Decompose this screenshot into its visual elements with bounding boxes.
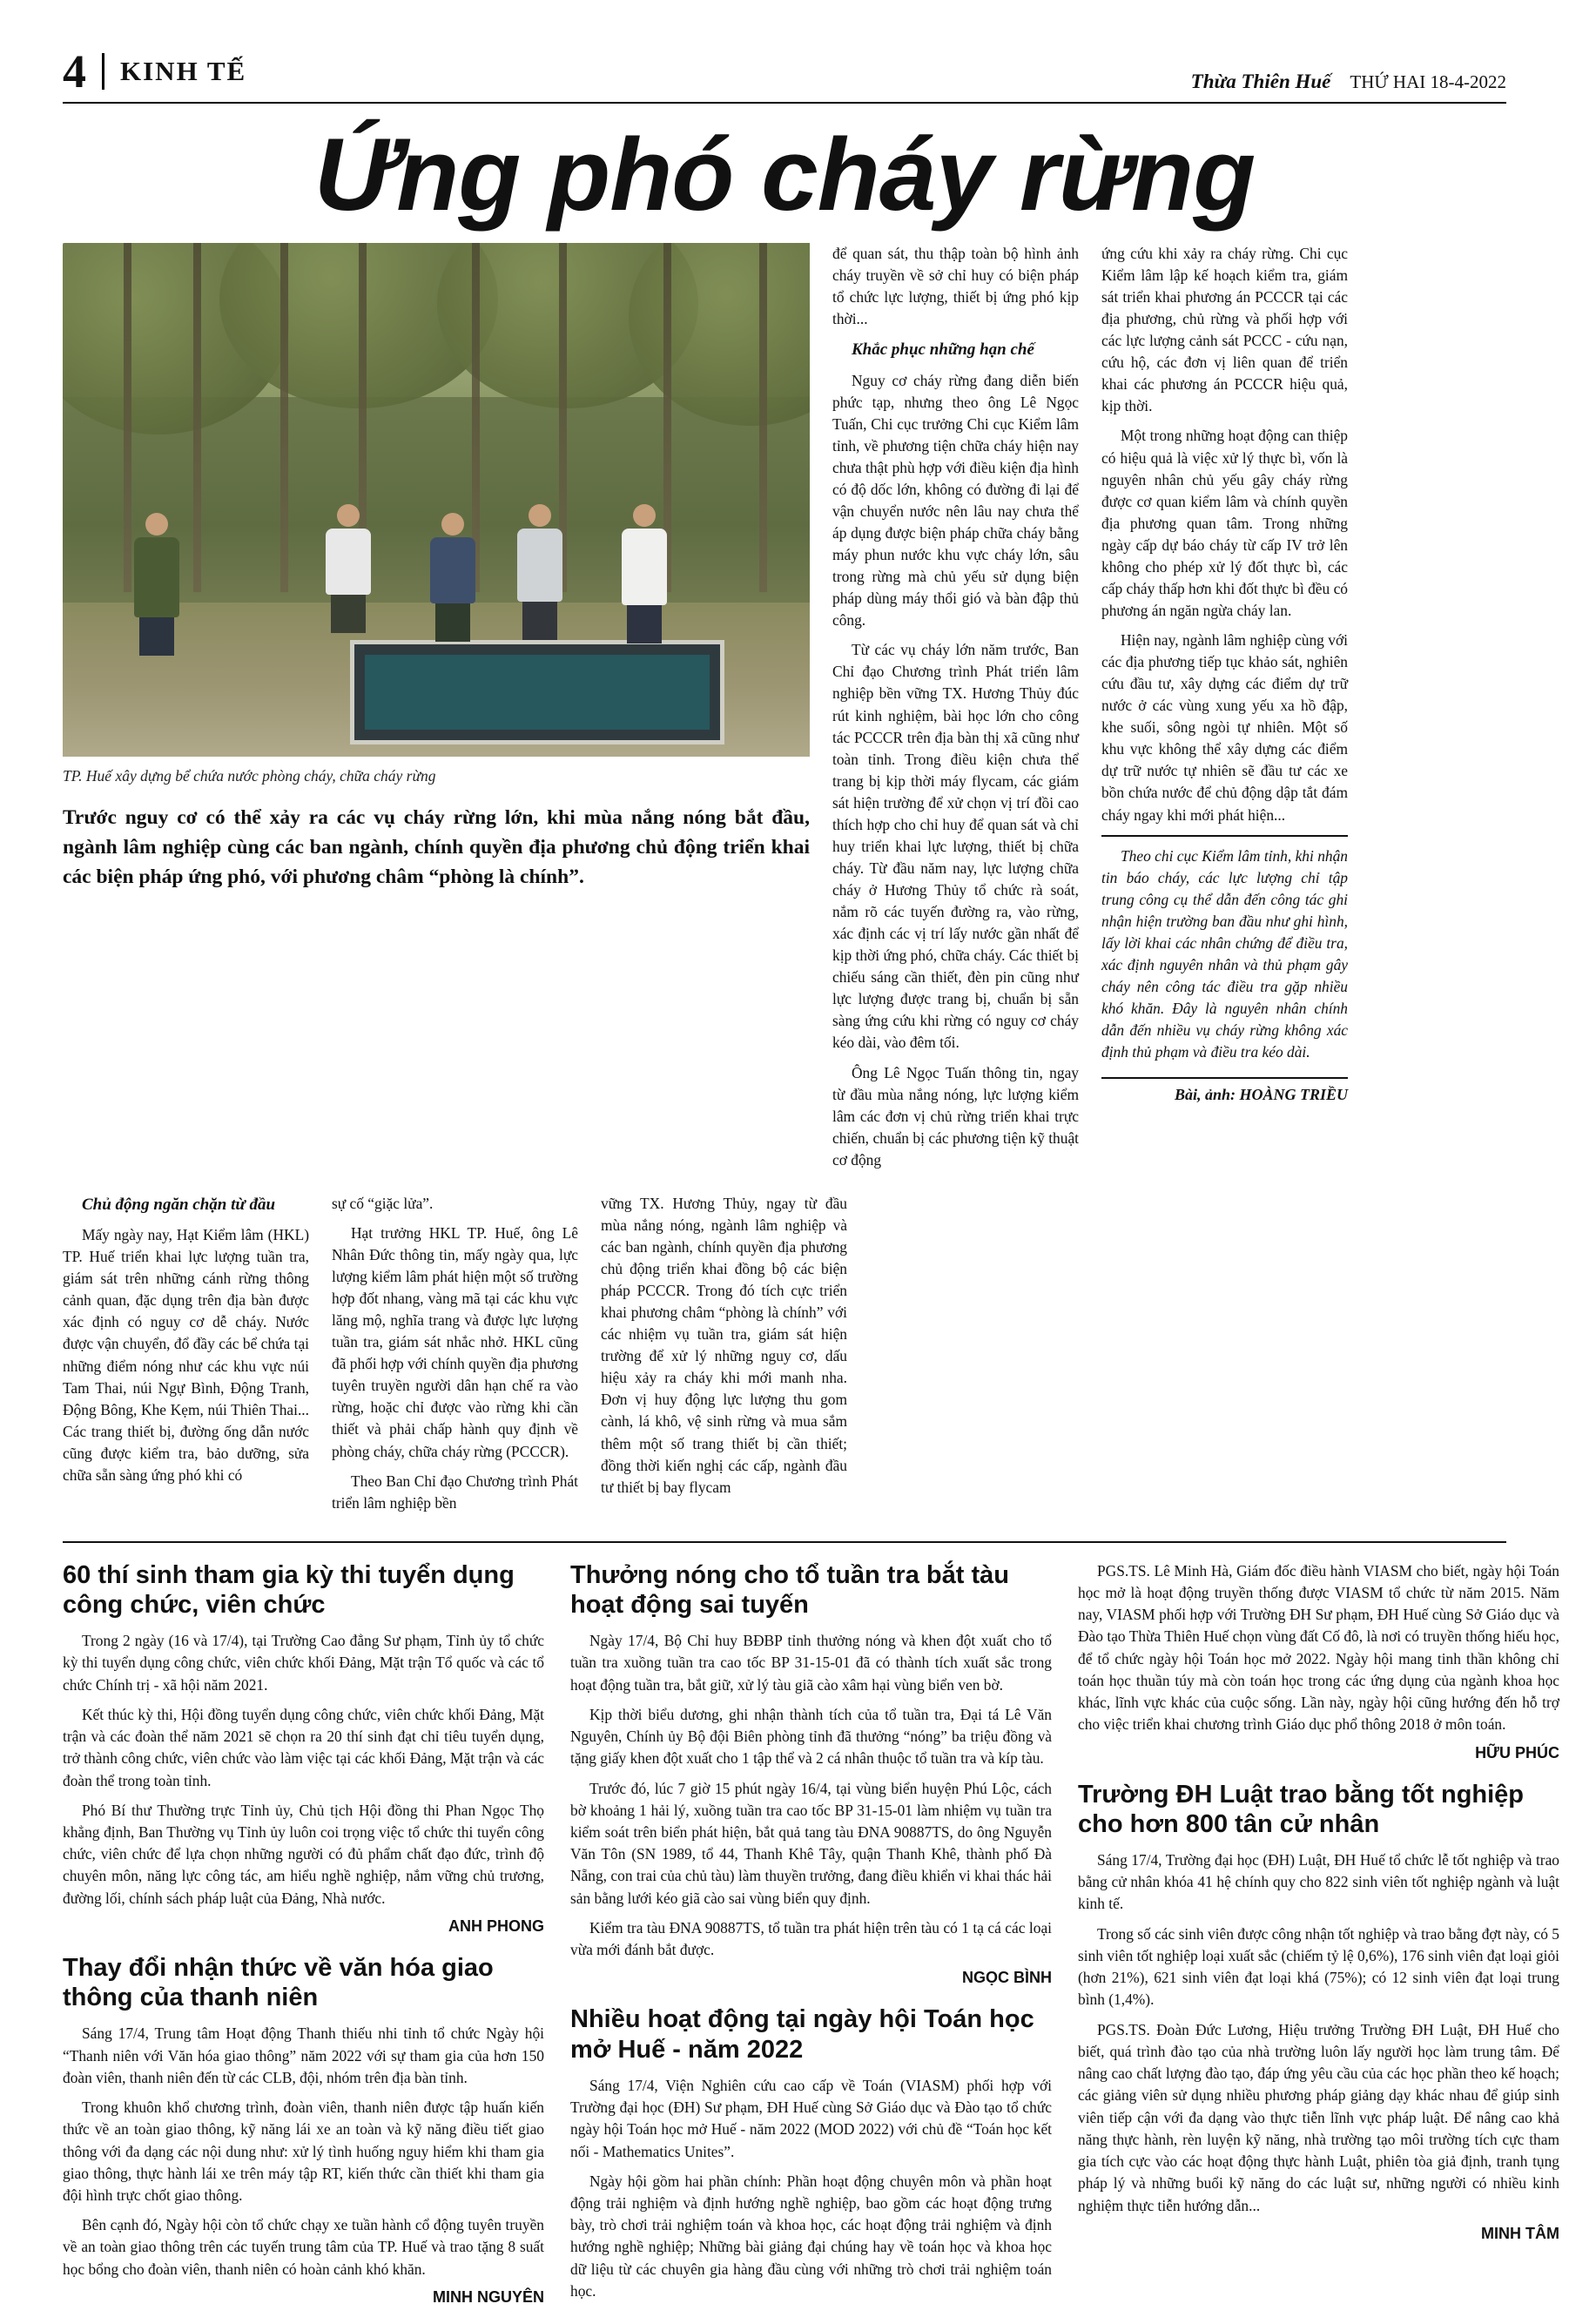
paragraph: Sáng 17/4, Trường đại học (ĐH) Luật, ĐH Huế tổ chức lễ tốt nghiệp và trao bằng cử nhân khóa 41 hệ chính quy cho 822 sinh viên tốt nghiệp ngành và luật kinh tế. (1078, 1851, 1559, 1913)
brief-title: 60 thí sinh tham gia kỳ thi tuyển dụng công chức, viên chức (63, 1560, 515, 1619)
foliage-shape (629, 243, 810, 426)
article-column-1 (63, 1193, 309, 1522)
paragraph: Hiện nay, ngành lâm nghiệp cùng với các địa phương tiếp tục khảo sát, nghiên cứu đầu tư, xây dựng các điểm dự trữ nước ở các vùng xung yếu xa hồ đập, khe suối, sông ngòi tự nhiên. Một số khu vực không thể xây dựng các điểm dự trữ nước tự nhiên sẽ đầu tư các xe bồn chứa nước để chủ động dập tắt đám cháy ngay khi mới phát hiện... (1101, 631, 1348, 824)
water-tank-inner (365, 655, 710, 730)
brief-signature: MINH NGUYÊN (432, 2287, 544, 2306)
article-column-2 (332, 1193, 578, 1522)
tree-trunk (193, 243, 201, 592)
brief-title: Thưởng nóng cho tổ tuần tra bắt tàu hoạt động sai tuyến (570, 1560, 1009, 1619)
paragraph: Ngày 17/4, Bộ Chỉ huy BĐBP tỉnh thưởng nóng và khen đột xuất cho tổ tuần tra xuồng tuần tra cao tốc BP 31-15-01 đã có thành tích xuất sắc trong hoạt động tuần tra, bắt giữ, xử lý tàu giã cào xâm hại vùng biển ven bờ. (570, 1632, 1052, 1694)
photo-person (428, 513, 477, 635)
article-column-4 (832, 243, 1079, 1179)
paragraph: Trong số các sinh viên được công nhận tốt nghiệp và trao bằng đợt này, có 5 sinh viên tốt nghiệp loại xuất sắc (chiếm tỷ lệ 0,6%), 176 sinh viên đạt loại giỏi (hơn 21%), 621 sinh viên đạt loại khá (75%); có 12 sinh viên đạt loại trung bình (1,4%). (1078, 1924, 1559, 2009)
photo-person (324, 504, 373, 626)
paragraph: Một trong những hoạt động can thiệp có hiệu quả là việc xử lý thực bì, vốn là nguyên nhân chủ yếu gây cháy rừng được cơ quan kiểm lâm và chính quyền địa phương quan tâm. Trong những ngày cấp dự báo cháy từ cấp IV trở lên không cho phép xử lý đốt thực bì, các cấp cháy thấp hơn khi đốt thực bì đều có phương án ngăn ngừa cháy lan. (1101, 427, 1348, 619)
article-column-5 (1101, 243, 1348, 1179)
paragraph: Hạt trưởng HKL TP. Huế, ông Lê Nhân Đức thông tin, mấy ngày qua, lực lượng kiểm lâm phát hiện một số trường hợp đốt nhang, vàng mã tại các khu vực lăng mộ, nghĩa trang và được lực lượng tuần tra, giám sát nhắc nhở. HKL cũng đã phối hợp với chính quyền địa phương tuyên truyền người dân hạn chế ra vào rừng, hoặc chỉ được vào rừng khi cần thiết và phải chấp hành quy định về phòng cháy, chữa cháy rừng (PCCCR). (332, 1223, 578, 1460)
paragraph: ứng cứu khi xảy ra cháy rừng. Chi cục Kiểm lâm lập kế hoạch kiểm tra, giám sát triển khai phương án PCCCR tại các địa phương, chủ rừng và phối hợp với các lực lượng cảnh sát PCCC - cứu nạn, cứu hộ, các đơn vị liên quan để triển khai các phương án PCCCR hiệu quả, kịp thời. (1101, 244, 1348, 415)
paragraph: Sáng 17/4, Viện Nghiên cứu cao cấp về Toán (VIASM) phối hợp với Trường đại học (ĐH) Sư phạm, ĐH Huế cùng Sở Giáo dục và Đào tạo tổ chức ngày hội Toán học mở Huế - năm 2022 (MOD 2022) với chủ đề “Toán học kết nối - Mathematics Unites”. (570, 2076, 1052, 2160)
masthead-left (63, 45, 247, 98)
paragraph: Kịp thời biểu dương, ghi nhận thành tích của tổ tuần tra, Đại tá Lê Văn Nguyên, Chính ủy Bộ đội Biên phòng tỉnh đã thưởng “nóng” ba triệu đồng và tặng giấy khen đột xuất cho 1 tập thể và 2 cá nhân thuộc tổ tuần tra và kíp tàu. (570, 1705, 1052, 1768)
brief-title: Trường ĐH Luật trao bằng tốt nghiệp cho hơn 800 tân cử nhân (1078, 1780, 1525, 1838)
paragraph: Ngày hội gồm hai phần chính: Phần hoạt động chuyên môn và phần hoạt động trải nghiệm và định hướng nghề nghiệp, bao gồm các hoạt động trưng bày, trò chơi trải nghiệm toán và khoa học, các hoạt động trải nghiệm và định hướng nghề nghiệp; Những bài giảng đại chúng hay về toán học và khoa học dữ liệu từ các chuyên gia hàng đầu cùng với những trò chơi trải nghiệm toán học. (570, 2172, 1052, 2300)
brief-title: Thay đổi nhận thức về văn hóa giao thông của thanh niên (63, 1953, 494, 2012)
paragraph: Theo Ban Chỉ đạo Chương trình Phát triển lâm nghiệp bền (332, 1472, 578, 1512)
tree-trunk (280, 243, 288, 592)
paragraph: để quan sát, thu thập toàn bộ hình ảnh cháy truyền về sở chỉ huy có biện pháp tổ chức lực lượng, thiết bị ứng phó kịp thời... (832, 244, 1079, 328)
byline: Bài, ảnh: HOÀNG TRIỀU (1174, 1086, 1348, 1104)
paragraph: Ông Lê Ngọc Tuấn thông tin, ngay từ đầu mùa nắng nóng, lực lượng kiểm lâm các đơn vị chủ rừng triển khai trực chiến, chuẩn bị các phương tiện kỹ thuật cơ động (832, 1063, 1079, 1169)
page-number: 4 (63, 45, 86, 98)
sub-headline-2: Khắc phục những hạn chế (852, 340, 1034, 360)
page-title: Ứng phó cháy rừng (313, 117, 1256, 232)
article-column-3 (601, 1193, 847, 1522)
paragraph: Trong 2 ngày (16 và 17/4), tại Trường Cao đẳng Sư phạm, Tỉnh ủy tổ chức kỳ thi tuyển dụng công chức, viên chức khối Đảng, Mặt trận Tổ quốc và các tổ chức Chính trị - xã hội năm 2021. (63, 1632, 544, 1694)
brief-signature: MINH TÂM (1481, 2224, 1559, 2242)
forest-photo (63, 243, 810, 757)
paragraph: Trước đó, lúc 7 giờ 15 phút ngày 16/4, tại vùng biển huyện Phú Lộc, cách bờ khoảng 1 hải lý, xuồng tuần tra cao tốc BP 31-15-01 làm nhiệm vụ tuần tra kiểm soát trên biển phát hiện, bắt quả tang tàu ĐNA 90887TS, do ông Nguyễn Văn Tôn (SN 1989, tổ 44, Thanh Khê Tây, quận Thanh Khê, thành phố Đà Nẵng, con trai của chủ tàu) làm thuyền trưởng, đang điều khiển vi khai thác hải sản bằng lưới kéo giã cào sai vùng biển quy định. (570, 1779, 1052, 1907)
brief-column-3 (1078, 1560, 1559, 2324)
brief-column-2 (570, 1560, 1052, 2324)
water-tank (350, 640, 724, 744)
paragraph: Theo chi cục Kiểm lâm tỉnh, khi nhận tin báo cháy, các lực lượng chỉ tập trung công cụ thể dẫn đến công tác ghi nhận hiện trường ban đầu như ghi hình, lấy lời khai các nhân chứng để điều tra, xác định nguyên nhân và thủ phạm gây cháy nên công tác điều tra gặp nhiều khó khăn. Đây là nguyên nhân chính dẫn đến nhiều vụ cháy rừng không xác định thủ phạm và điều tra kéo dài. (1101, 846, 1348, 1061)
tree-trunk (759, 243, 767, 592)
paragraph: Phó Bí thư Thường trực Tỉnh ủy, Chủ tịch Hội đồng thi Phan Ngọc Thọ khẳng định, Ban Thường vụ Tỉnh ủy luôn coi trọng việc tổ chức thi tuyển công chức, viên chức để lựa chọn những người có đủ phẩm chất đạo đức, trình độ chuyên môn, năng lực công tác, am hiểu nghề nghiệp, nắm vững chủ trương, đường lối, chính sách pháp luật của Đảng, Nhà nước. (63, 1801, 544, 1907)
brief-signature: HỮU PHÚC (1475, 1743, 1559, 1762)
paragraph: PGS.TS. Lê Minh Hà, Giám đốc điều hành VIASM cho biết, ngày hội Toán học mở là hoạt động truyền thống được VIASM tổ chức từ năm 2015. Năm nay, VIASM phối hợp với Trường ĐH Sư phạm, ĐH Huế cùng Sở Giáo dục và Đào tạo Thừa Thiên Huế chọn vùng đất Cố đô, là nơi có truyền thống hiếu học, để tổ chức ngày hội Toán học mở 2022. Ngày hội mang tinh thần không chỉ toán học thuần túy mà còn toán học trong các ứng dụng của ngành khoa học khác, lĩnh vực khác của cuộc sống. Lần này, ngày hội cũng hướng đến hỗ trợ cho việc triển khai chương trình Giáo dục phổ thông 2018 ở môn toán. (1078, 1561, 1559, 1734)
paragraph: Sáng 17/4, Trung tâm Hoạt động Thanh thiếu nhi tỉnh tổ chức Ngày hội “Thanh niên với Văn hóa giao thông” năm 2022 với sự tham gia của hơn 150 đoàn viên, thanh niên đến từ các CLB, đội, nhóm trên địa bàn tỉnh. (63, 2024, 544, 2086)
brief-signature: NGỌC BÌNH (962, 1969, 1052, 1987)
sub-headline-1: Chủ động ngăn chặn từ đầu (82, 1195, 276, 1214)
section-name: KINH TẾ (120, 56, 247, 87)
paragraph: Kết thúc kỳ thi, Hội đồng tuyển dụng công chức, viên chức khối Đảng, Mặt trận và các đoàn thể năm 2021 sẽ chọn ra 20 thí sinh đạt chỉ tiêu tuyển dụng, trở thành công chức, viên chức vào làm việc tại các khối Đảng, Mặt trận và các đoàn thể trong toàn tỉnh. (63, 1705, 544, 1789)
tree-trunk (124, 243, 131, 592)
photo-person (620, 504, 669, 639)
paragraph: Nguy cơ cháy rừng đang diễn biến phức tạp, nhưng theo ông Lê Ngọc Tuấn, Chi cục trưởng Chi cục Kiểm lâm tỉnh, về phương tiện chữa cháy hiện nay chưa thật phù hợp với điều kiện địa hình có độ dốc lớn, không có đường đi lại để vận chuyển nước nên lâu nay chưa thể áp dụng được biện pháp chữa cháy bằng máy phun nước khu vực cháy lớn, sâu trong rừng mà chủ yếu sử dụng biện pháp dùng máy thổi gió và bàn đập thủ công. (832, 371, 1079, 630)
paragraph: vững TX. Hương Thủy, ngay từ đầu mùa nắng nóng, ngành lâm nghiệp và các ban ngành, chính quyền địa phương chủ động triển khai đồng bộ các biện pháp PCCCR. Trong đó tích cực triển khai phương châm “phòng là chính” với các nhiệm vụ tuần tra, giám sát hiện trường để xử lý những nguy cơ, dấu hiệu xảy ra cháy khi mới manh nha. Đơn vị huy động lực lượng thu gom cành, lá khô, vệ sinh rừng và mua sắm thêm một số trang thiết bị cần thiết; đồng thời kiến nghị các cấp, ngành đầu tư thiết bị bay flycam (601, 1194, 847, 1496)
paragraph: Kiểm tra tàu ĐNA 90887TS, tổ tuần tra phát hiện trên tàu có 1 tạ cá các loại vừa mới đánh bắt được. (570, 1918, 1052, 1959)
brief-title: Nhiều hoạt động tại ngày hội Toán học mở Huế - năm 2022 (570, 2005, 1034, 2064)
photo-caption: TP. Huế xây dựng bể chứa nước phòng cháy, chữa cháy rừng (63, 766, 436, 785)
paragraph: Từ các vụ cháy lớn năm trước, Ban Chỉ đạo Chương trình Phát triển lâm nghiệp bền vững TX. Hương Thủy đúc rút kinh nghiệm, bài học lớn cho công tác PCCCR trên địa bàn thị xã cũng như toàn tỉnh. Trong điều kiện chưa thể trang bị kịp thời máy flycam, các giám sát hiện trường để xử chọn vị trí đồi cao thích hợp cho chỉ huy để quan sát và chỉ huy triển khai lực lượng, thiết bị chữa cháy. Từ đầu năm nay, lực lượng chữa cháy ở Hương Thủy tổ chức rà soát, nắm rõ các tuyến đường ra, vào rừng, xác định các vị trí lấy nước gần nhất để kịp thời ứng phó, chữa cháy. Các thiết bị chiếu sáng cần thiết, đèn pin cũng như lực lượng được trang bị, chuẩn bị sẵn sàng ứng cứu khi rừng có nguy cơ cháy kéo dài, vào đêm tối. (832, 641, 1079, 1052)
paragraph: sự cố “giặc lửa”. (332, 1194, 434, 1212)
photo-column (63, 243, 810, 1179)
paper-name: Thừa Thiên Huế (1190, 70, 1331, 92)
masthead (63, 45, 1506, 104)
paragraph: Bên cạnh đó, Ngày hội còn tổ chức chạy xe tuần hành cổ động tuyên truyền về an toàn giao thông trên các tuyến trung tâm của TP. Huế và trao tặng 8 suất học bổng cho đoàn viên, thanh niên có hoàn cảnh khó khăn. (63, 2216, 544, 2278)
lead-article (63, 243, 1506, 1179)
photo-person (132, 513, 181, 652)
lead-article-continuation (63, 1193, 1506, 1522)
brief-signature: ANH PHONG (448, 1916, 544, 1935)
brief-column-1 (63, 1560, 544, 2324)
briefs-section (63, 1541, 1559, 2324)
lede-paragraph: Trước nguy cơ có thể xảy ra các vụ cháy rừng lớn, khi mùa nắng nóng bắt đầu, ngành lâm nghiệp cùng các ban ngành, chính quyền địa phương chủ động triển khai các biện pháp ứng phó, với phương châm “phòng là chính”. (63, 805, 810, 889)
masthead-divider (102, 53, 104, 90)
paragraph: Trong khuôn khổ chương trình, đoàn viên, thanh niên được tập huấn kiến thức về an toàn giao thông, kỹ năng lái xe an toàn và kỹ năng điều tiết giao thông với đa dạng các nội dung như: xử lý tình huống nguy hiểm khi tham gia giao thông, thực hành lái xe trên máy tập RT, kiến thức cần thiết khi tham gia đội hình trực chốt giao thông. (63, 2098, 544, 2205)
paragraph: Mấy ngày nay, Hạt Kiểm lâm (HKL) TP. Huế triển khai lực lượng tuần tra, giám sát trên những cánh rừng thông cảnh quan, đặc dụng trên địa bàn được xác định có nguy cơ dễ cháy. Nước được vận chuyển, đổ đầy các bể chứa tại những điểm nóng như các khu vực núi Tam Thai, núi Ngự Bình, Động Tranh, Động Bông, Khe Kẹm, núi Thiên Thai... Các trang thiết bị, đường ống dẫn nước cũng được kiểm tra, bảo dưỡng, sửa chữa sẵn sàng ứng phó khi có (63, 1226, 309, 1484)
masthead-right (1191, 71, 1506, 93)
pull-quote-box (1101, 835, 1348, 1080)
paragraph: PGS.TS. Đoàn Đức Lương, Hiệu trưởng Trường ĐH Luật, ĐH Huế cho biết, quá trình đào tạo của nhà trường luôn lấy người học làm trung tâm. Để nâng cao chất lượng đào tạo, đáp ứng yêu cầu của các học phần theo kế hoạch; các giảng viên sử dụng nhiều phương pháp giảng dạy khác nhau để giúp sinh viên tiếp cận với đa dạng vào thực tiễn lĩnh vực pháp luật. Để nâng cao khả năng thực hành, rèn luyện kỹ năng, nhà trường tạo môi trường tích cực tham gia tích cực vào các hoạt động thực hành Luật, phiên tòa giả định, tranh tụng pháp lý và những buổi kỹ năng do các luật sư, những người có nhiều kinh nghiệm thực tiễn hướng dẫn... (1078, 2020, 1559, 2214)
photo-person (515, 504, 564, 635)
publish-date: THỨ HAI 18-4-2022 (1350, 71, 1506, 92)
